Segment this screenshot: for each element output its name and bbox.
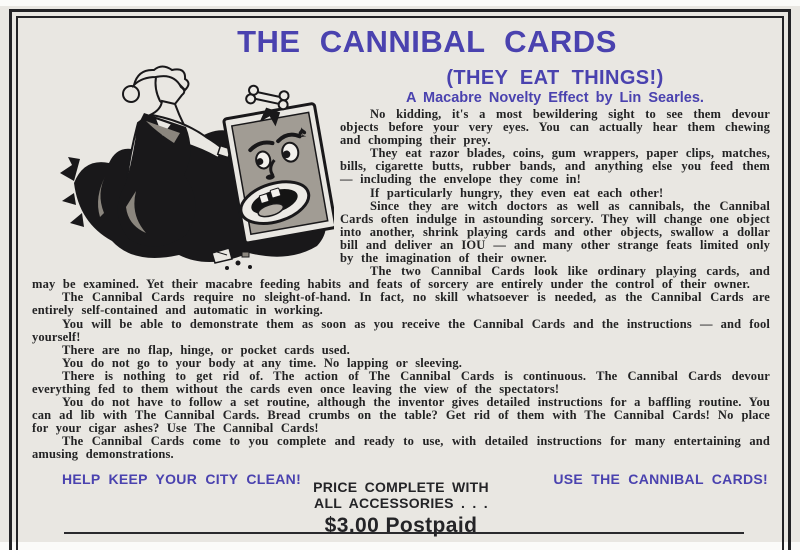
price-amount: $3.00 Postpaid [324,513,478,537]
ad-content [32,23,770,550]
ad-frame-outer [9,9,791,550]
body-paragraph: They eat razor blades, coins, gum wrappers, paper clips, matches, bills, cigarette butts, rubber bands, and anything else you feed them — including the envelope they come in! [340,146,770,187]
body-paragraph: No kidding, it's a most bewildering sight to see them devour objects before your very eyes. You can actually hear them chewing and chomping their prey. [340,107,770,148]
tooth [259,194,269,204]
body-paragraph: There is nothing to get rid of. The action of The Cannibal Cards is continuous. The Cannibal Cards devour everything fed to them without the cards even once leaving the view of the spectators! [32,368,770,396]
price-block [286,469,516,537]
cannibal-card-illustration [34,63,334,273]
body-paragraph: You will be able to demonstrate them as soon as you receive the Cannibal Cards and the instructions — and fool yourself! [32,316,770,344]
price-line-1: PRICE COMPLETE WITH [313,478,489,495]
bone-topknot-icon [245,84,290,111]
body-paragraph: There are no flap, hinge, or pocket cards used. [62,342,350,357]
page-title: THE CANNIBAL CARDS [237,24,617,59]
ad-frame-inner [16,16,784,550]
price-line-2: ALL ACCESSORIES . . . [314,495,488,512]
city-clean-slogan: HELP KEEP YOUR CITY CLEAN! [62,470,302,487]
subtitle: (THEY EAT THINGS!) [446,67,664,89]
body-paragraph: Since they are witch doctors as well as cannibals, the Cannibal Cards often indulge in astounding sorcery. They will change one object into another, shrink playing cards and other objects, swallow a dollar bill and deliver an IOU — and many other strange feats limited only by the imagination of their owner. [340,198,770,266]
hair-bun [123,86,139,102]
spade-icon: ♠ [296,123,308,142]
body-paragraph: If particularly hungry, they even eat each other! [370,185,664,200]
footer [32,469,770,537]
woman-dress [118,113,196,247]
body-paragraph: The Cannibal Cards come to you complete and ready to use, with detailed instructions for many entertaining and amusing demonstrations. [32,434,770,462]
body-paragraph: You do not have to follow a set routine, although the inventor gives detailed instructions for a baffling routine. You can ad lib with The Cannibal Cards. Bread crumbs on the table? Get rid of them with The Cannibal Cards! No place for your cigar ashes? Use The Cannibal Cards! [32,395,770,436]
body-paragraph: The two Cannibal Cards look like ordinary playing cards, and may be examined. Yet their macabre feeding habits and feats of sorcery are entirely under the control of their owner. [32,264,770,292]
byline: A Macabre Novelty Effect by Lin Searles. [406,90,704,106]
body-paragraph: The Cannibal Cards require no sleight-of-hand. In fact, no skill whatsoever is needed, as the Cannibal Cards are entirely self-contained and automatic in working. [32,290,770,318]
body-paragraph: You do not go to your body at any time. No lapping or sleeving. [62,355,463,370]
use-cards-slogan: USE THE CANNIBAL CARDS! [553,470,768,487]
